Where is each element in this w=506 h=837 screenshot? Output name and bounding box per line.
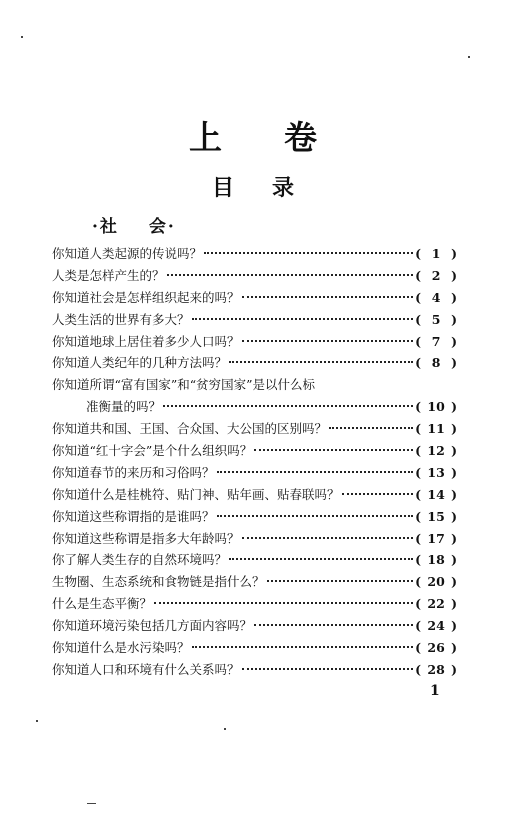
toc-entry-page: 1	[431, 246, 441, 261]
page-paren-open: (	[415, 311, 422, 327]
toc-entry-page: 14	[427, 486, 445, 502]
toc-entry-page: 5	[431, 311, 441, 327]
dot-leader	[242, 296, 414, 298]
page-paren-close: )	[451, 552, 457, 568]
toc-entry	[52, 310, 457, 332]
toc-entry	[52, 441, 457, 463]
toc-entry-title: 你了解人类生存的自然环境吗？	[52, 552, 228, 568]
toc-entry-title: 你知道共和国、王国、合众国、大公国的区别吗？	[52, 421, 328, 437]
page-paren-open: (	[415, 486, 422, 502]
toc-entry	[52, 375, 457, 397]
toc-entry-title: 你知道这些称谓指的是谁吗？	[52, 508, 215, 524]
volume-title: 上卷	[189, 118, 379, 157]
toc-entry	[52, 244, 457, 266]
toc-entry-title: 你知道什么是水污染吗？	[52, 640, 190, 656]
scan-speck	[224, 728, 226, 730]
dot-leader	[192, 646, 414, 648]
toc-entry-title: 你知道什么是桂桃符、贴门神、贴年画、贴春联吗？	[52, 486, 340, 502]
toc-entry-page: 13	[427, 464, 445, 480]
dot-leader	[242, 537, 414, 539]
toc-entry	[52, 332, 457, 354]
dot-leader	[342, 493, 414, 495]
toc-entry-title: 人类是怎样产生的？	[52, 267, 165, 283]
section-name-first: 社	[99, 217, 119, 237]
toc-entry-page: 12	[427, 443, 445, 459]
toc-entry-page: 26	[427, 640, 445, 656]
toc-entry-title: 你知道人口和环境有什么关系吗？	[52, 661, 240, 677]
page-paren-open: (	[415, 399, 422, 415]
toc-entry-title: 你知道“红十字会”是个什么组织吗？	[52, 443, 253, 459]
toc-entry-page: 2	[431, 267, 441, 283]
page-paren-open: (	[415, 267, 422, 283]
toc-list	[52, 244, 457, 682]
toc-entry-title: 你知道春节的来历和习俗吗？	[52, 464, 215, 480]
dot-leader	[254, 449, 413, 451]
page-paren-open: (	[415, 640, 422, 656]
page-paren-open: (	[415, 508, 422, 524]
toc-entry	[52, 550, 457, 572]
toc-entry-page: 28	[427, 661, 445, 677]
toc-entry-title: 什么是生态平衡？	[52, 596, 153, 612]
toc-entry-title: 你知道环境污染包括几方面内容吗？	[52, 618, 253, 634]
page-paren-open: (	[415, 530, 422, 546]
dot-leader	[192, 318, 414, 320]
toc-entry	[52, 463, 457, 485]
dot-leader	[167, 274, 414, 276]
dot-leader	[217, 515, 414, 517]
toc-entry	[52, 266, 457, 288]
page-paren-close: )	[451, 421, 457, 437]
toc-entry	[52, 353, 457, 375]
toc-entry-title: 你知道所谓“富有国家”和“贫穷国家”是以什么标	[52, 377, 316, 393]
toc-entry-page: 20	[427, 574, 445, 590]
toc-entry	[52, 572, 457, 594]
section-name-second: 会	[148, 217, 168, 237]
page-paren-close: )	[451, 333, 457, 349]
toc-entry-title: 你知道这些称谓是指多大年龄吗？	[52, 530, 240, 546]
page-paren-open: (	[415, 464, 422, 480]
page-paren-close: )	[451, 508, 457, 524]
toc-entry-title: 你知道人类起源的传说吗？	[52, 246, 203, 261]
dot-leader	[242, 340, 414, 342]
page-paren-close: )	[451, 355, 457, 371]
toc-entry	[52, 397, 457, 419]
dot-leader	[154, 602, 413, 604]
section-title	[92, 212, 176, 237]
toc-entry-title: 生物圈、生态系统和食物链是指什么？	[52, 574, 265, 590]
page-paren-open: (	[415, 289, 422, 305]
toc-entry	[52, 616, 457, 638]
dot-leader	[267, 580, 414, 582]
toc-entry	[52, 419, 457, 441]
toc-entry-title: 准衡量的吗？	[86, 399, 162, 415]
page-paren-open: (	[415, 421, 422, 437]
page-paren-open: (	[415, 574, 422, 590]
page-paren-close: )	[451, 530, 457, 546]
dot-leader	[229, 558, 413, 560]
toc-entry	[52, 507, 457, 529]
dot-leader	[242, 668, 414, 670]
page-paren-close: )	[451, 267, 457, 283]
page-paren-close: )	[451, 246, 457, 261]
page-paren-open: (	[415, 661, 422, 677]
toc-entry-title: 人类生活的世界有多大？	[52, 311, 190, 327]
page-paren-close: )	[451, 289, 457, 305]
page-paren-open: (	[415, 443, 422, 459]
scan-speck	[21, 36, 23, 38]
toc-entry-title: 你知道人类纪年的几种方法吗？	[52, 355, 228, 371]
toc-entry-page: 7	[431, 333, 441, 349]
toc-entry-page: 4	[431, 289, 441, 305]
section-dot-right: ·	[167, 217, 176, 237]
toc-title: 目录	[211, 175, 332, 201]
toc-entry	[52, 485, 457, 507]
toc-entry-page: 17	[427, 530, 445, 546]
dot-leader	[254, 624, 413, 626]
page-paren-close: )	[451, 574, 457, 590]
dot-leader	[217, 471, 414, 473]
page-paren-close: )	[451, 443, 457, 459]
toc-entry-page: 18	[427, 552, 445, 568]
page-paren-open: (	[415, 596, 422, 612]
page-paren-close: )	[451, 399, 457, 415]
page-paren-close: )	[451, 618, 457, 634]
toc-entry-title: 你知道地球上居住着多少人口吗？	[52, 333, 240, 349]
toc-entry-page: 15	[427, 508, 445, 524]
toc-entry	[52, 594, 457, 616]
toc-entry	[52, 529, 457, 551]
page-paren-close: )	[451, 464, 457, 480]
page-paren-open: (	[415, 618, 422, 634]
toc-entry	[52, 638, 457, 660]
dot-leader	[229, 361, 413, 363]
page-paren-close: )	[451, 486, 457, 502]
toc-entry-title: 你知道社会是怎样组织起来的吗？	[52, 289, 240, 305]
toc-entry	[52, 288, 457, 310]
toc-entry	[52, 660, 457, 682]
page-paren-open: (	[415, 246, 422, 261]
page-paren-open: (	[415, 552, 422, 568]
dot-leader	[163, 405, 413, 407]
scan-dash	[87, 803, 96, 804]
page-paren-open: (	[415, 355, 422, 371]
dot-leader	[204, 252, 413, 254]
page-paren-close: )	[451, 311, 457, 327]
toc-entry-page: 24	[427, 618, 445, 634]
page-number: 1	[430, 683, 440, 699]
toc-entry-page: 10	[427, 399, 445, 415]
toc-entry-page: 11	[427, 421, 445, 437]
toc-entry-page: 8	[431, 355, 441, 371]
scan-speck	[36, 720, 38, 722]
page-paren-close: )	[451, 640, 457, 656]
dot-leader	[329, 427, 413, 429]
toc-entry-page: 22	[427, 596, 445, 612]
page-paren-close: )	[451, 661, 457, 677]
scan-speck	[468, 56, 470, 58]
page-paren-open: (	[415, 333, 422, 349]
page-paren-close: )	[451, 596, 457, 612]
section-dot-left: ·	[92, 217, 100, 237]
